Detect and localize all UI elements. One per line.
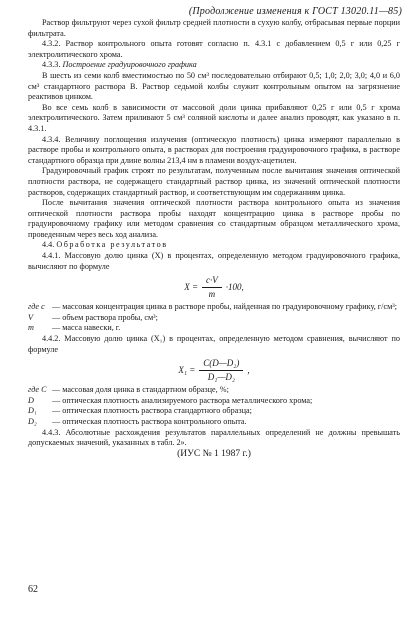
formula-2 xyxy=(28,355,400,385)
formula-1 xyxy=(28,272,400,302)
definition-row xyxy=(28,313,400,324)
paragraph: 4.4.3. Абсолютные расхождения результатов параллельных определений не должны превышать допускаемых значений, указанных в табл. 2». xyxy=(28,427,400,448)
definition-symbol: D₁ xyxy=(28,406,37,416)
definition-text: — объем раствора пробы, см³; xyxy=(52,312,158,322)
formula-fraction xyxy=(199,358,243,382)
definition-text: — массовая концентрация цинка в растворе пробы, найденная по градуировочному графику, г/см³; xyxy=(52,302,397,312)
paragraph: 4.4.1. Массовую долю цинка (X) в процентах, определенную методом градуировочного графика, вычисляют по формуле xyxy=(28,251,400,271)
definition-row xyxy=(28,302,400,313)
section-number: 4.4. xyxy=(42,240,57,250)
definition-text: — массовая доля цинка в стандартном образце, %; xyxy=(52,385,229,395)
section-heading xyxy=(28,240,400,251)
page-number: 62 xyxy=(28,584,38,595)
definition-text: — оптическая плотность анализируемого раствора металлического хрома; xyxy=(52,395,313,405)
paragraph: Во все семь колб в зависимости от массовой доли цинка прибавляют 0,25 г или 0,5 г хрома электролитического. Затем приливают 5 см³ соляной кислоты и далее анализ проводят, как указано в п. 4.3.1. xyxy=(28,102,400,133)
formula-denominator: D₁—D₂ xyxy=(207,371,235,382)
formula-tail: ·100, xyxy=(225,281,244,292)
definition-text: — оптическая плотность раствора стандартного образца; xyxy=(52,406,252,416)
definition-row xyxy=(28,323,400,334)
definition-row xyxy=(28,417,400,428)
definition-row xyxy=(28,385,400,396)
definition-symbol: D xyxy=(28,395,34,405)
page-header: (Продолжение изменения к ГОСТ 13020.11—85) xyxy=(188,6,402,17)
paragraph: 4.3.4. Величину поглощения излучения (оптическую плотность) цинка измеряют параллельно в растворе пробы и контрольного опыта, в растворах для построения градуировочного графика, в растворе стандартного образца при длине волны 213,4 нм в пламени воздух-ацетилен. xyxy=(28,134,400,165)
amendment-reference: (ИУС № 1 1987 г.) xyxy=(177,448,251,459)
definition-row xyxy=(28,396,400,407)
definition-symbol: где C xyxy=(28,385,47,395)
paragraph: Раствор фильтруют через сухой фильтр средней плотности в сухую колбу, отбрасывая первые порции фильтрата. xyxy=(28,18,400,38)
formula-lhs: X₁ = xyxy=(178,364,196,375)
section-title: Обработка результатов xyxy=(56,240,168,250)
definition-text: — оптическая плотность раствора контрольного опыта. xyxy=(52,417,247,426)
paragraph: 4.4.2. Массовую долю цинка (X₁) в процентах, определенную методом сравнения, вычисляют по формуле xyxy=(28,334,400,354)
document-body xyxy=(28,18,400,459)
paragraph: 4.3.2. Раствор контрольного опыта готовят согласно п. 4.3.1 с добавлением 0,5 г или 0,25 г электролитического хрома. xyxy=(28,39,400,59)
section-number: 4.3.3. xyxy=(42,60,63,70)
variable-definitions-1 xyxy=(28,302,400,334)
section-heading xyxy=(28,60,400,71)
definition-symbol: D₂ xyxy=(28,417,37,426)
paragraph: В шесть из семи колб вместимостью по 50 см³ последовательно отбирают 0,5; 1,0; 2,0; 3,0; 4,0 и 6,0 см³ стандартного раствора В. Раствор седьмой колбы служит контрольным опытом на загрязнение реактивов цинком. xyxy=(28,70,400,102)
definition-text: — масса навески, г. xyxy=(52,323,121,333)
definition-symbol: где c xyxy=(28,302,45,312)
definition-row xyxy=(28,406,400,417)
formula-tail: , xyxy=(247,364,250,375)
formula-numerator: C(D—D₂) xyxy=(199,358,243,371)
section-title: Построение градуировочного графика xyxy=(62,60,197,70)
formula-fraction xyxy=(202,275,222,299)
formula-numerator: c·V xyxy=(202,275,222,288)
definition-symbol: V xyxy=(28,312,34,322)
definition-symbol: m xyxy=(28,323,34,333)
formula-lhs: X = xyxy=(184,281,199,292)
paragraph: Градуировочный график строят по результатам, полученным после вычитания значения оптической плотности раствора, не содержащего стандартный раствор цинка, из значений оптической плотности растворов, содержащих стандартный раствор, и соответствующим им содержаниям цинка. xyxy=(28,166,400,197)
paragraph: После вычитания значения оптической плотности раствора контрольного опыта из значения оптической плотности раствора пробы находят концентрацию цинка в растворе пробы по градуировочному графику или методом сравнения со стандартным образцом металлического хрома, проведенным через весь ход анализа. xyxy=(28,198,400,239)
variable-definitions-2 xyxy=(28,385,400,427)
formula-denominator: m xyxy=(208,288,216,299)
